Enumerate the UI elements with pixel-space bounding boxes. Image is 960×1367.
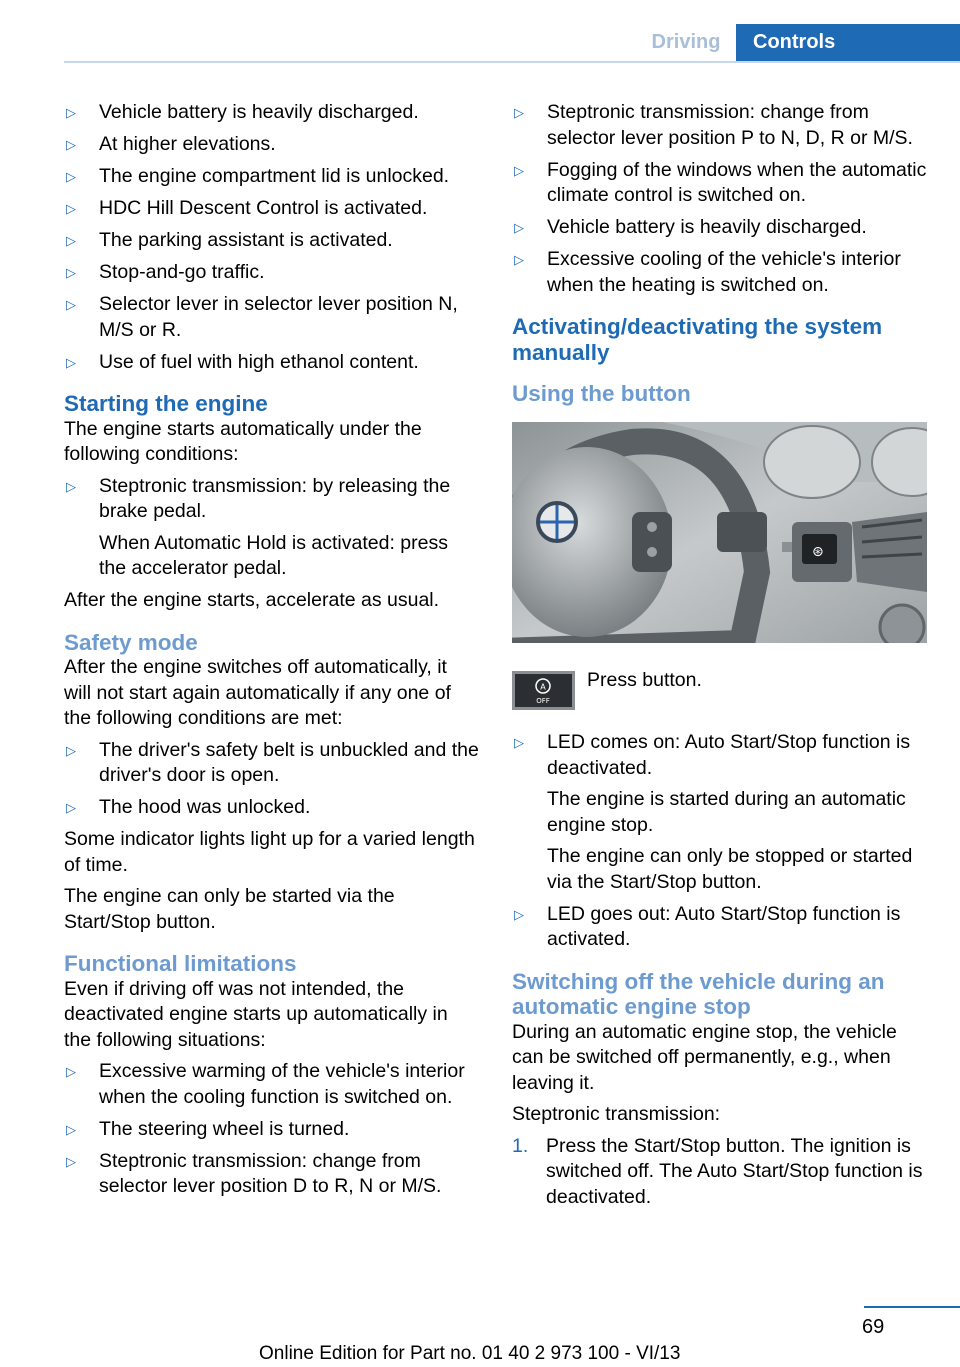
starting-after: After the engine starts, accelerate as usual. <box>64 589 440 611</box>
triangle-bullet-icon: ▷ <box>66 105 76 120</box>
list-item: ▷ The driver's safety belt is unbuckled and the driver's door is open. <box>66 738 479 786</box>
list-item: ▷ Steptronic transmission: by releasing the brake pedal. When Automatic Hold is activated: press the accelerator pedal. <box>66 474 451 579</box>
auto-start-stop-button-icon <box>512 671 575 710</box>
list-item: ▷ Fogging of the windows when the automatic climate control is switched on. <box>514 158 927 206</box>
triangle-bullet-icon: ▷ <box>66 169 76 184</box>
list-item: ▷ The parking assistant is activated. <box>64 228 479 254</box>
list-item: ▷ Excessive cooling of the vehicle's interior when the heating is switched on. <box>514 248 901 296</box>
list-item: ▷ Vehicle battery is heavily discharged. <box>64 100 479 126</box>
starting-intro: The engine starts automatically under the following conditions: <box>64 417 422 465</box>
triangle-bullet-icon: ▷ <box>514 162 524 178</box>
list-item: ▷ LED comes on: Auto Start/Stop function is deactivated. The engine is started during an automatic engine stop. The engine can only be stopped or started via the Start/Stop button. <box>514 731 913 893</box>
list-item: ▷ The steering wheel is turned. <box>64 1117 479 1143</box>
triangle-bullet-icon: ▷ <box>66 201 76 216</box>
list-item: ▷ The hood was unlocked. <box>64 795 479 821</box>
triangle-bullet-icon: ▷ <box>66 800 76 815</box>
press-button-row <box>512 668 927 730</box>
left-column <box>64 100 479 1206</box>
section-heading-safety: Safety mode <box>64 629 198 655</box>
section-heading-limitations: Functional limitations <box>64 951 297 976</box>
safety-paragraph: The engine can only be started via the Start/Stop button. <box>64 885 395 933</box>
list-item: ▷ Vehicle battery is heavily discharged. <box>512 215 927 241</box>
triangle-bullet-icon: ▷ <box>66 478 76 494</box>
tab-controls[interactable]: Controls <box>736 24 960 61</box>
triangle-bullet-icon: ▷ <box>514 105 524 120</box>
edition-footer: Online Edition for Part no. 01 40 2 973 100 - VI/13 <box>259 1343 681 1364</box>
triangle-bullet-icon: ▷ <box>66 233 76 248</box>
section-heading-button: Using the button <box>512 381 691 406</box>
triangle-bullet-icon: ▷ <box>66 137 76 152</box>
section-heading-activating: Activating/deactivating the system manually <box>512 314 883 365</box>
safety-paragraph: Some indicator lights light up for a varied length of time. <box>64 828 475 876</box>
triangle-bullet-icon: ▷ <box>514 252 524 267</box>
list-item: ▷ Excessive warming of the vehicle's interior when the cooling function is switched on. <box>66 1060 465 1108</box>
section-heading-starting: Starting the engine <box>64 391 268 416</box>
triangle-bullet-icon: ▷ <box>514 735 524 750</box>
switch-paragraph: Steptronic transmission: <box>512 1103 721 1125</box>
triangle-bullet-icon: ▷ <box>66 742 76 758</box>
list-item: ▷ HDC Hill Descent Control is activated. <box>64 196 479 222</box>
list-item: ▷ At higher elevations. <box>64 132 479 158</box>
page-number: 69 <box>862 1316 885 1338</box>
header-divider <box>64 61 960 63</box>
list-item: ▷ The engine compartment lid is unlocked. <box>64 164 479 190</box>
triangle-bullet-icon: ▷ <box>514 906 524 922</box>
triangle-bullet-icon: ▷ <box>66 297 76 312</box>
triangle-bullet-icon: ▷ <box>66 265 76 280</box>
list-item: ▷ Steptronic transmission: change from selector lever position D to R, N or M/S. <box>66 1149 442 1197</box>
watermark: carmanualsonline.info <box>680 1340 899 1362</box>
safety-intro: After the engine switches off automatically, it will not start again automatically if any one of the following conditions are met: <box>64 656 451 729</box>
triangle-bullet-icon: ▷ <box>514 220 524 235</box>
press-button-text: Press button. <box>587 669 702 691</box>
step-number: 1. <box>512 1134 529 1157</box>
svg-text:OFF: OFF <box>536 697 550 705</box>
triangle-bullet-icon: ▷ <box>66 354 76 370</box>
triangle-bullet-icon: ▷ <box>66 1121 76 1137</box>
footer-divider <box>864 1306 960 1308</box>
limitations-intro: Even if driving off was not intended, the deactivated engine starts up automatically in the following situations: <box>64 977 448 1051</box>
svg-text:A: A <box>540 682 546 692</box>
triangle-bullet-icon: ▷ <box>66 1064 76 1079</box>
triangle-bullet-icon: ▷ <box>66 1153 76 1169</box>
svg-text:⊛: ⊛ <box>812 543 824 560</box>
switch-paragraph: During an automatic engine stop, the vehicle can be switched off permanently, e.g., when leaving it. <box>512 1020 897 1094</box>
list-item: ▷ Use of fuel with high ethanol content. <box>64 350 479 376</box>
dashboard-photo <box>512 422 927 643</box>
list-item: ▷ Stop-and-go traffic. <box>64 260 479 286</box>
right-column <box>512 100 927 1217</box>
list-item: ▷ Steptronic transmission: change from selector lever position P to N, D, R or M/S. <box>514 101 913 149</box>
list-item: ▷ LED goes out: Auto Start/Stop function is activated. <box>514 902 901 950</box>
list-item: ▷ Selector lever in selector lever position N, M/S or R. <box>66 293 458 341</box>
numbered-step: 1. Press the Start/Stop button. The ignition is switched off. The Auto Start/Stop function is deactivated. <box>512 1134 923 1208</box>
tab-driving[interactable]: Driving <box>651 31 721 53</box>
section-heading-switching-off: Switching off the vehicle during an automatic engine stop <box>512 968 885 1019</box>
